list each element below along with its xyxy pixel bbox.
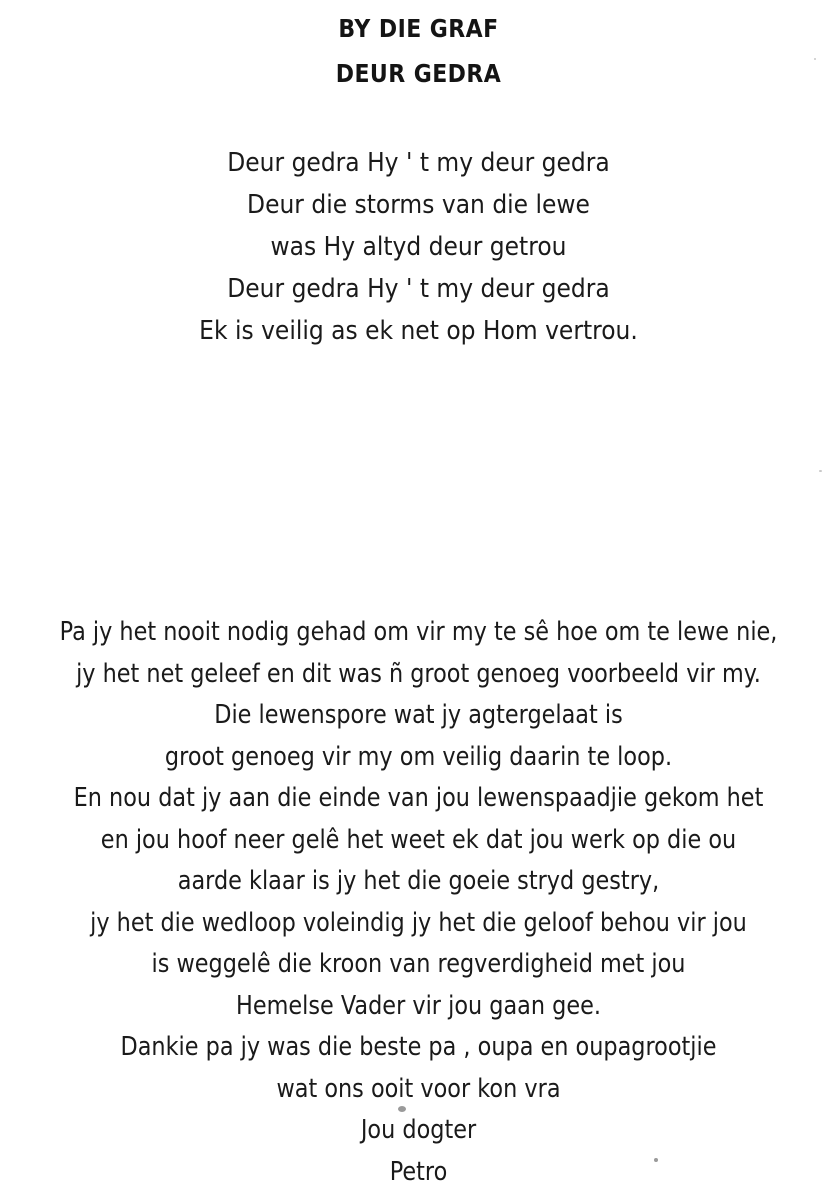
signature-name: Petro bbox=[389, 1156, 448, 1187]
poem-line: Deur gedra Hy ' t my deur gedra bbox=[227, 148, 610, 178]
tribute-line: Pa jy het nooit nodig gehad om vir my te sê hoe om te lewe nie, bbox=[59, 617, 778, 647]
tribute-line: jy het die wedloop voleindig jy het die geloof behou vir jou bbox=[90, 907, 747, 938]
poem-line: Ek is veilig as ek net op Hom vertrou. bbox=[199, 316, 638, 346]
scan-speck bbox=[819, 470, 822, 472]
poem-block bbox=[0, 142, 837, 352]
tribute-line: groot genoeg vir my om veilig daarin te loop. bbox=[164, 741, 673, 772]
tribute-block bbox=[0, 612, 837, 1193]
tribute-line: jy het net geleef en dit was ñ groot genoeg voorbeeld vir my. bbox=[76, 658, 761, 689]
tribute-line: Dankie pa jy was die beste pa , oupa en oupagrootjie bbox=[120, 1032, 717, 1062]
tribute-line: aarde klaar is jy het die goeie stryd gestry, bbox=[177, 866, 660, 896]
tribute-line: Hemelse Vader vir jou gaan gee. bbox=[236, 990, 601, 1021]
scan-speck bbox=[814, 58, 816, 60]
tribute-line: En nou dat jy aan die einde van jou lewenspaadjie gekom het bbox=[73, 783, 764, 813]
scan-speck bbox=[654, 1158, 658, 1162]
tribute-line: wat ons ooit voor kon vra bbox=[276, 1073, 561, 1104]
poem-line: was Hy altyd deur getrou bbox=[270, 232, 567, 262]
signature-line: Jou dogter bbox=[360, 1115, 477, 1145]
scan-speck bbox=[398, 1106, 406, 1112]
tribute-line: is weggelê die kroon van regverdigheid met jou bbox=[151, 949, 686, 979]
tribute-line: en jou hoof neer gelê het weet ek dat jou werk op die ou bbox=[100, 824, 737, 855]
heading-line-1: BY DIE GRAF bbox=[338, 14, 499, 43]
tribute-line: Die lewenspore wat jy agtergelaat is bbox=[214, 700, 623, 730]
poem-line: Deur gedra Hy ' t my deur gedra bbox=[227, 274, 610, 304]
poem-line: Deur die storms van die lewe bbox=[247, 190, 590, 220]
heading-line-2: DEUR GEDRA bbox=[335, 59, 502, 88]
